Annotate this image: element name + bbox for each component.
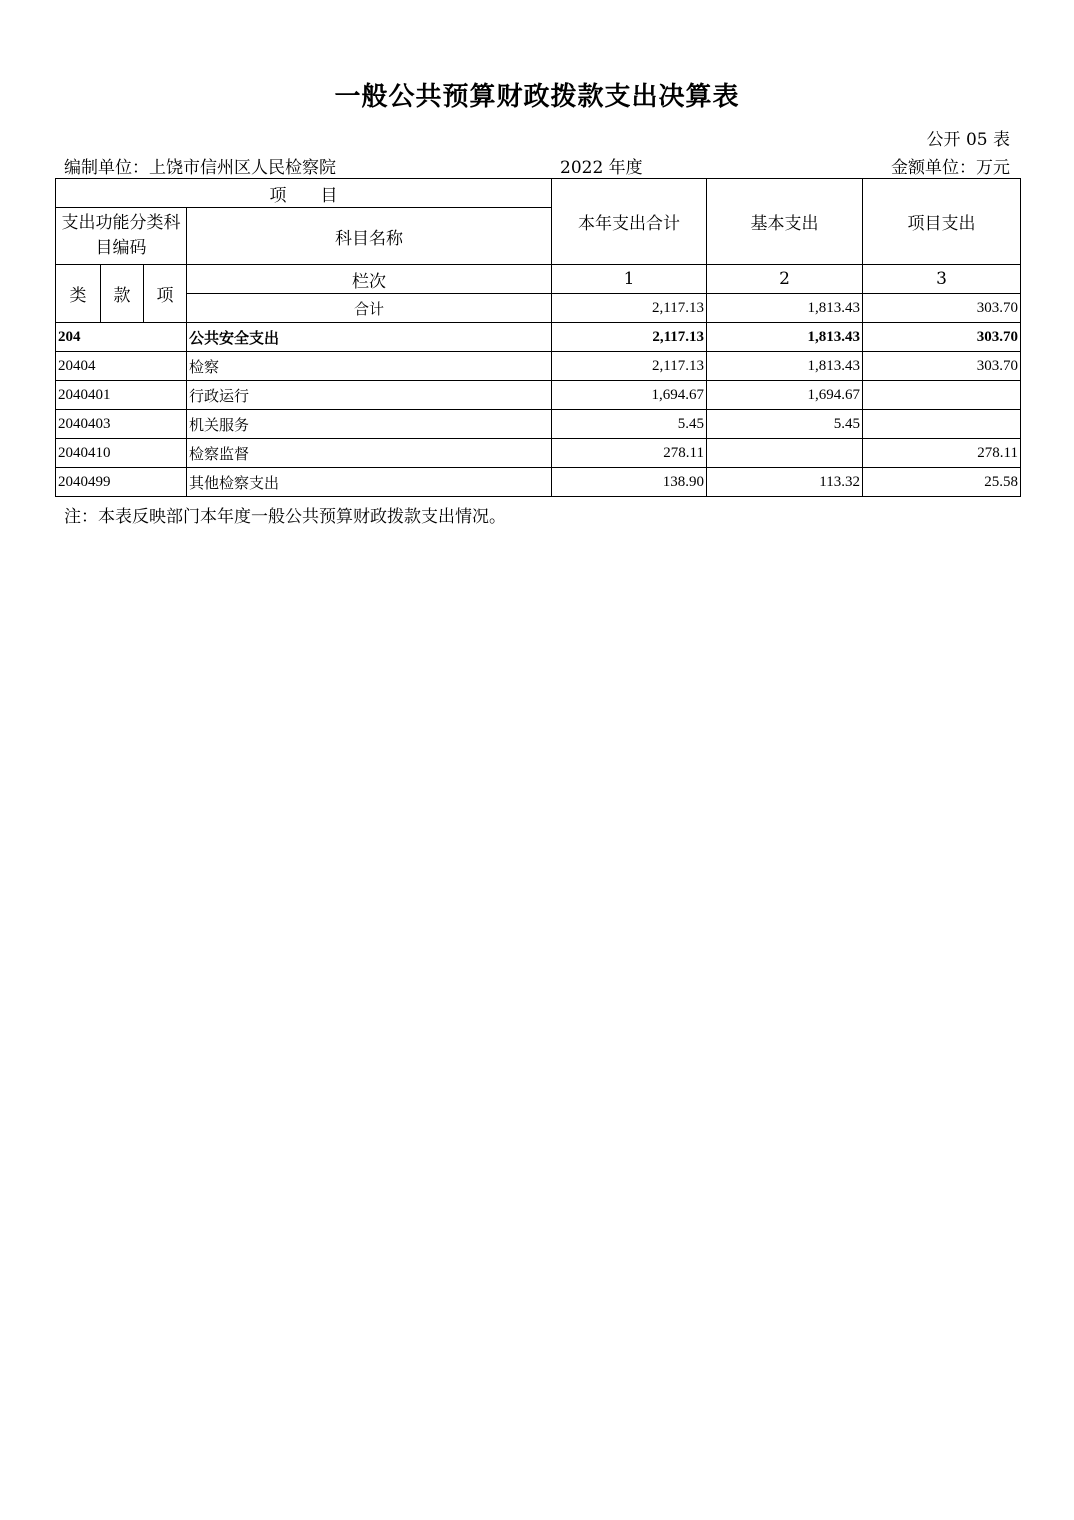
header-xiang: 项: [144, 265, 187, 323]
header-kuan: 款: [101, 265, 144, 323]
row-c2: [707, 439, 863, 468]
column-number-2: 2: [707, 265, 863, 294]
header-project-expenditure: 项目支出: [863, 179, 1021, 265]
row-c3: 25.58: [863, 468, 1021, 497]
total-label: 合计: [187, 294, 552, 323]
money-unit: 金额单位：万元: [891, 158, 1010, 178]
page-title: 一般公共预算财政拨款支出决算表: [334, 82, 740, 112]
header-basic-expenditure: 基本支出: [707, 179, 863, 265]
row-code: 2040410: [56, 439, 187, 468]
row-c3: 303.70: [863, 352, 1021, 381]
total-c2: 1,813.43: [707, 294, 863, 323]
header-project: 项 目: [56, 179, 552, 208]
row-name: 机关服务: [187, 410, 552, 439]
row-c3: [863, 410, 1021, 439]
row-c3: [863, 381, 1021, 410]
row-c3: 303.70: [863, 323, 1021, 352]
row-name: 其他检察支出: [187, 468, 552, 497]
row-c3: 278.11: [863, 439, 1021, 468]
header-lei: 类: [56, 265, 101, 323]
row-code: 2040401: [56, 381, 187, 410]
row-code: 2040403: [56, 410, 187, 439]
table-row: [56, 381, 1021, 410]
row-c1: 5.45: [552, 410, 707, 439]
row-c2: 113.32: [707, 468, 863, 497]
table-row: [56, 439, 1021, 468]
header-subject-name: 科目名称: [187, 208, 552, 265]
row-c2: 1,694.67: [707, 381, 863, 410]
header-column-index: 栏次: [187, 265, 552, 294]
header-function-code: 支出功能分类科目编码: [56, 208, 187, 265]
table-row: [56, 410, 1021, 439]
table-note: 注：本表反映部门本年度一般公共预算财政拨款支出情况。: [64, 507, 506, 527]
column-number-1: 1: [552, 265, 707, 294]
row-c2: 1,813.43: [707, 323, 863, 352]
row-c1: 278.11: [552, 439, 707, 468]
row-name: 检察: [187, 352, 552, 381]
total-c3: 303.70: [863, 294, 1021, 323]
row-code: 2040499: [56, 468, 187, 497]
row-c2: 5.45: [707, 410, 863, 439]
fiscal-year: 2022 年度: [560, 158, 643, 178]
row-name: 公共安全支出: [187, 323, 552, 352]
column-number-3: 3: [863, 265, 1021, 294]
row-c2: 1,813.43: [707, 352, 863, 381]
table-row: [56, 352, 1021, 381]
header-total-expenditure: 本年支出合计: [552, 179, 707, 265]
row-code: 20404: [56, 352, 187, 381]
form-number: 公开 05 表: [926, 130, 1010, 150]
row-code: 204: [56, 323, 187, 352]
row-c1: 138.90: [552, 468, 707, 497]
table-row: [56, 323, 1021, 352]
total-c1: 2,117.13: [552, 294, 707, 323]
compiling-unit: 编制单位：上饶市信州区人民检察院: [64, 158, 336, 178]
expenditure-table: [55, 178, 1021, 497]
row-c1: 2,117.13: [552, 323, 707, 352]
table-row: [56, 468, 1021, 497]
row-c1: 2,117.13: [552, 352, 707, 381]
row-name: 检察监督: [187, 439, 552, 468]
total-row: [56, 294, 1021, 323]
row-name: 行政运行: [187, 381, 552, 410]
row-c1: 1,694.67: [552, 381, 707, 410]
